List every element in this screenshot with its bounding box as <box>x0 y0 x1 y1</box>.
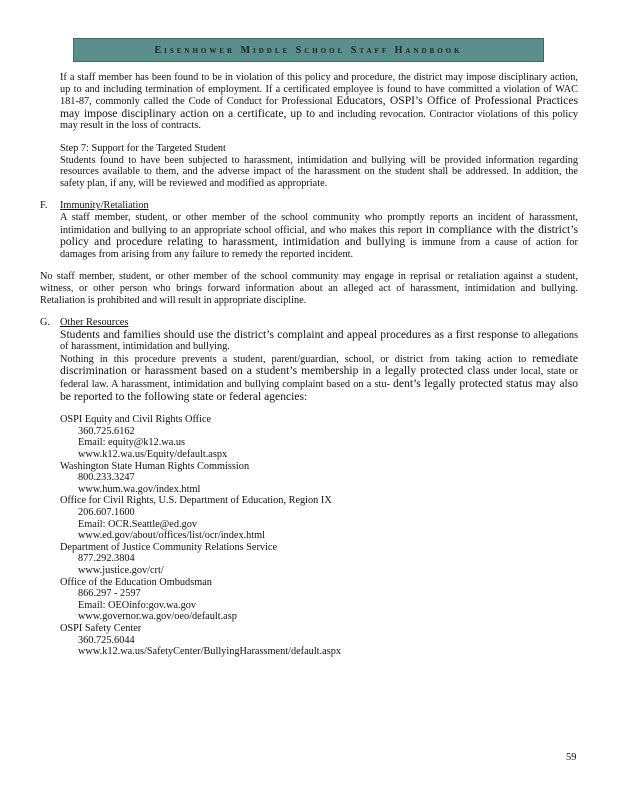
section-f-body: A staff member, student, or other member of the school community who promptly reports an incident of harassment, intimidation and bullying to an appropriate school official, and who makes this report in compliance with the district’s policy and procedure relating to harassment, intimidation and bullying is immune from a cause of action for damages from arising from any failure to remedy the reported incident. <box>60 211 578 260</box>
section-g-title: Other Resources <box>60 317 129 329</box>
agency-website: www.governor.wa.gov/oeo/default.asp <box>78 611 237 623</box>
agency-name: OSPI Equity and Civil Rights Office <box>60 414 212 426</box>
violation-text-large: Educators, OSPI’s Office of Professional Practices may impose disciplinary action on a certificate, up to <box>60 94 578 120</box>
agency-email: Email: equity@k12.wa.us <box>78 437 186 449</box>
violation-paragraph <box>60 72 578 132</box>
section-g <box>40 317 579 403</box>
page-content <box>40 72 578 658</box>
agency-list <box>40 414 578 657</box>
violation-text: If a staff member has been found to be in violation of this policy and procedure, the district may impose disciplinary action, up to and including termination of employment. If a certificated employee is found to have committed a violation of WAC 181-87, commonly called the Code of Conduct for Professional <box>60 72 578 108</box>
agency-phone: 206.607.1600 <box>78 507 135 518</box>
handbook-header-bar <box>73 38 544 62</box>
agency-website: www.hum.wa.gov/index.html <box>78 483 201 495</box>
handbook-title: Eisenhower Middle School Staff Handbook <box>154 44 463 56</box>
section-f-letter: F. <box>40 200 48 212</box>
agency-name: Office for Civil Rights, U.S. Department of Education, Region IX <box>60 495 332 507</box>
agency-item <box>40 495 578 541</box>
agency-name: Office of the Education Ombudsman <box>60 576 212 588</box>
agency-website: www.ed.gov/about/offices/list/ocr/index.html <box>78 530 266 542</box>
agency-item <box>40 542 578 577</box>
agency-phone: 360.725.6162 <box>78 425 135 437</box>
violation-text-end: and including revocation. Contractor violations of this policy may result in the loss of contracts. <box>60 108 578 132</box>
section-f <box>40 200 578 260</box>
agency-website: www.justice.gov/crt/ <box>78 564 164 576</box>
section-g-letter: G. <box>40 317 51 329</box>
agency-item <box>40 414 578 460</box>
section-f-title: Immunity/Retaliation <box>60 200 149 212</box>
page-number: 59 <box>566 752 577 763</box>
agency-email: Email: OEOinfo:gov.wa.gov <box>78 599 197 611</box>
agency-phone: 877.292.3804 <box>78 553 135 565</box>
agency-email: Email: OCR.Seattle@ed.gov <box>78 518 198 530</box>
agency-name: Department of Justice Community Relations Service <box>60 541 278 553</box>
agency-phone: 360.725.6044 <box>78 634 135 646</box>
agency-website: www.k12.wa.us/Equity/default.aspx <box>78 449 228 461</box>
agency-item <box>40 623 578 658</box>
agency-item <box>40 461 578 496</box>
section-g-body: Students and families should use the district’s complaint and appeal procedures as a first response to allegations of harassment, intimidation and bullying. Nothing in this procedure prevents a student, parent/guardian, school, or district from taking action to remediate discrimination or harassment based on a student’s membership in a legally protected class under local, state or federal law. A harassment, intimidation and bullying complaint based on a stu- dent’s legally protected status may also be reported to the following state or federal agencies: <box>60 327 579 403</box>
agency-website: www.k12.wa.us/SafetyCenter/BullyingHarassment/default.aspx <box>78 646 341 658</box>
step7-title: Step 7: Support for the Targeted Student <box>60 142 226 154</box>
agency-phone: 800.233.3247 <box>78 472 135 484</box>
agency-name: Washington State Human Rights Commission <box>60 460 250 472</box>
agency-item <box>40 577 578 623</box>
agency-name: OSPI Safety Center <box>60 622 142 634</box>
agency-phone: 866.297 - 2597 <box>78 588 141 600</box>
step7-body: Students found to have been subjected to harassment, intimidation and bullying will be provided information regarding resources available to them, and the adverse impact of the harassment on the student shall be addressed. In addition, the safety plan, if any, will be reviewed and modified as appropriate. <box>60 154 578 189</box>
no-retaliation-paragraph: No staff member, student, or other member of the school community may engage in reprisal or retaliation against a student, witness, or other person who brings forward information about an alleged act of harassment, intimidation and bullying. Retaliation is prohibited and will result in appropriate discipline. <box>40 271 578 306</box>
